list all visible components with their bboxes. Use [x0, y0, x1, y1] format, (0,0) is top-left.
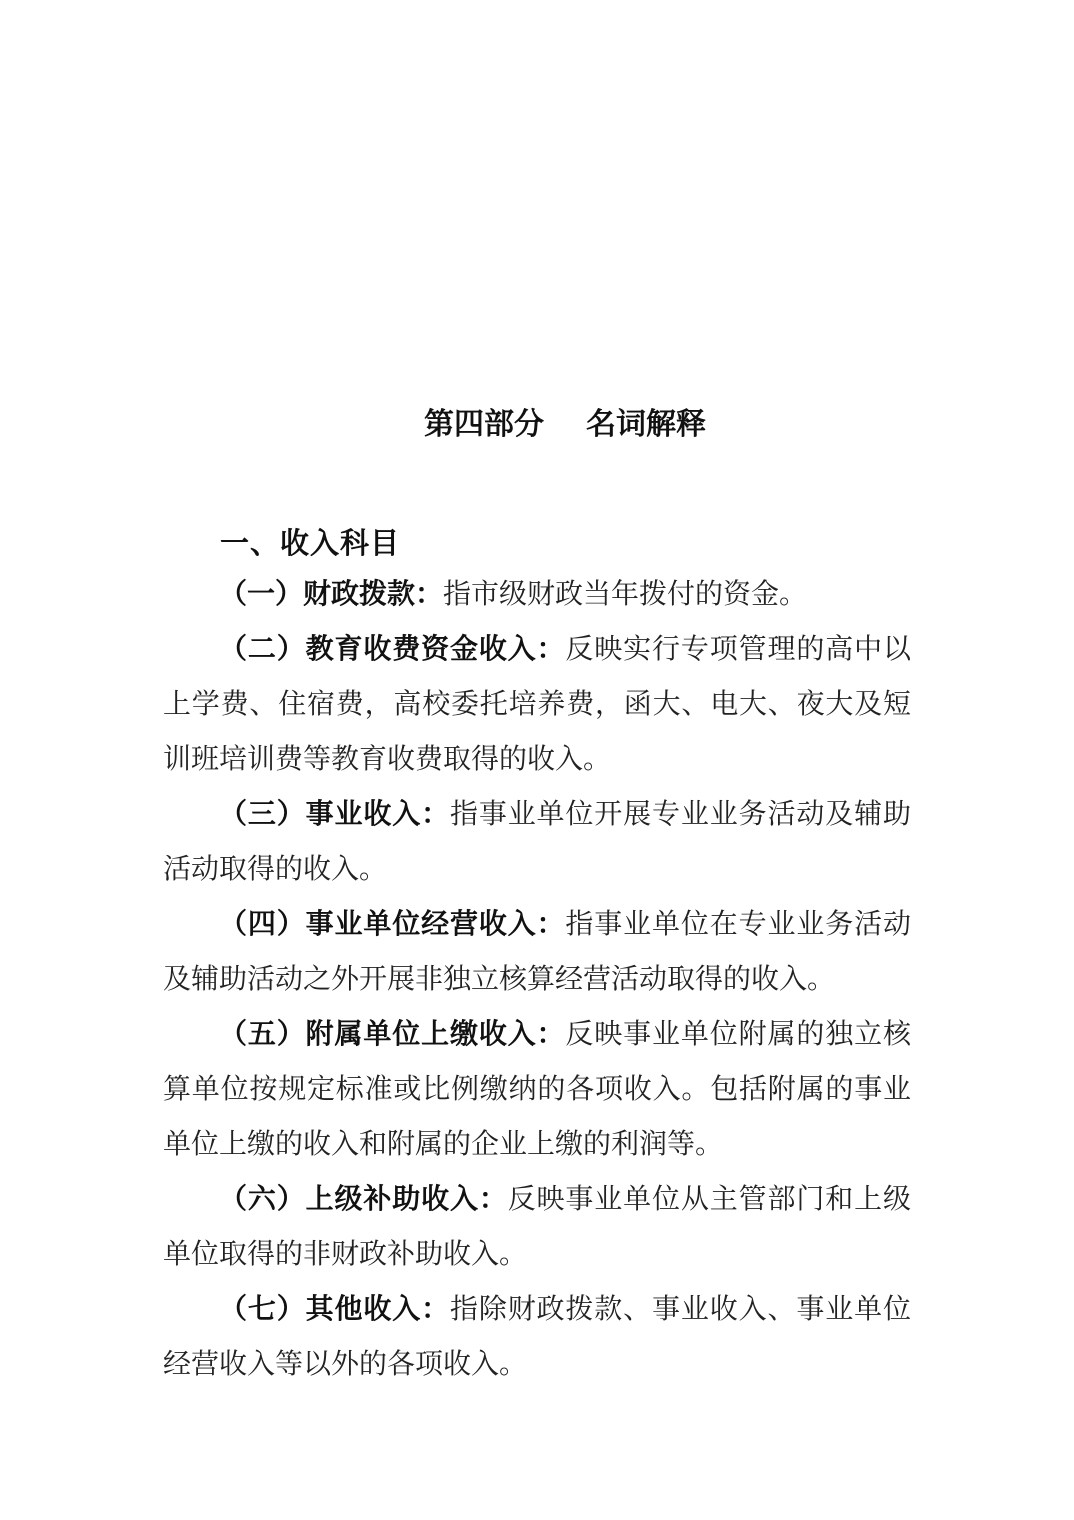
definition-text: 指事业单位开展专业业务活动及辅助活动取得的收入。	[163, 799, 911, 885]
section-body	[163, 567, 911, 1392]
definition-text: 反映事业单位从主管部门和上级单位取得的非财政补助收入。	[163, 1184, 911, 1270]
definition-text: 反映实行专项管理的高中以上学费、住宿费，高校委托培养费，函大、电大、夜大及短训班培训费等教育收费取得的收入。	[163, 634, 911, 775]
definition-paragraph	[163, 622, 911, 787]
definition-paragraph	[163, 1172, 911, 1282]
definition-paragraph	[163, 787, 911, 897]
definition-text: 指除财政拨款、事业收入、事业单位经营收入等以外的各项收入。	[163, 1294, 911, 1380]
definition-paragraph	[163, 567, 911, 622]
definition-paragraph	[163, 1282, 911, 1392]
definition-text: 指事业单位在专业业务活动及辅助活动之外开展非独立核算经营活动取得的收入。	[163, 909, 911, 995]
definition-paragraph	[163, 897, 911, 1007]
term-label: （六）上级补助收入：	[219, 1184, 508, 1215]
definition-text: 指市级财政当年拨付的资金。	[443, 579, 808, 610]
term-label: （三）事业收入：	[219, 799, 450, 830]
definition-paragraph	[163, 1007, 911, 1172]
term-label: （二）教育收费资金收入：	[219, 634, 566, 665]
page-title-part-1: 第四部分	[424, 408, 544, 441]
term-label: （七）其他收入：	[219, 1294, 450, 1325]
definition-text: 反映事业单位附属的独立核算单位按规定标准或比例缴纳的各项收入。包括附属的事业单位上缴的收入和附属的企业上缴的利润等。	[163, 1019, 911, 1160]
term-label: （一）财政拨款：	[219, 579, 444, 610]
term-label: （五）附属单位上缴收入：	[219, 1019, 566, 1050]
section-heading-income-categories: 一、收入科目	[220, 528, 401, 560]
term-label: （四）事业单位经营收入：	[219, 909, 566, 940]
page-title	[0, 404, 1074, 446]
page-title-part-2: 名词解释	[586, 408, 706, 441]
